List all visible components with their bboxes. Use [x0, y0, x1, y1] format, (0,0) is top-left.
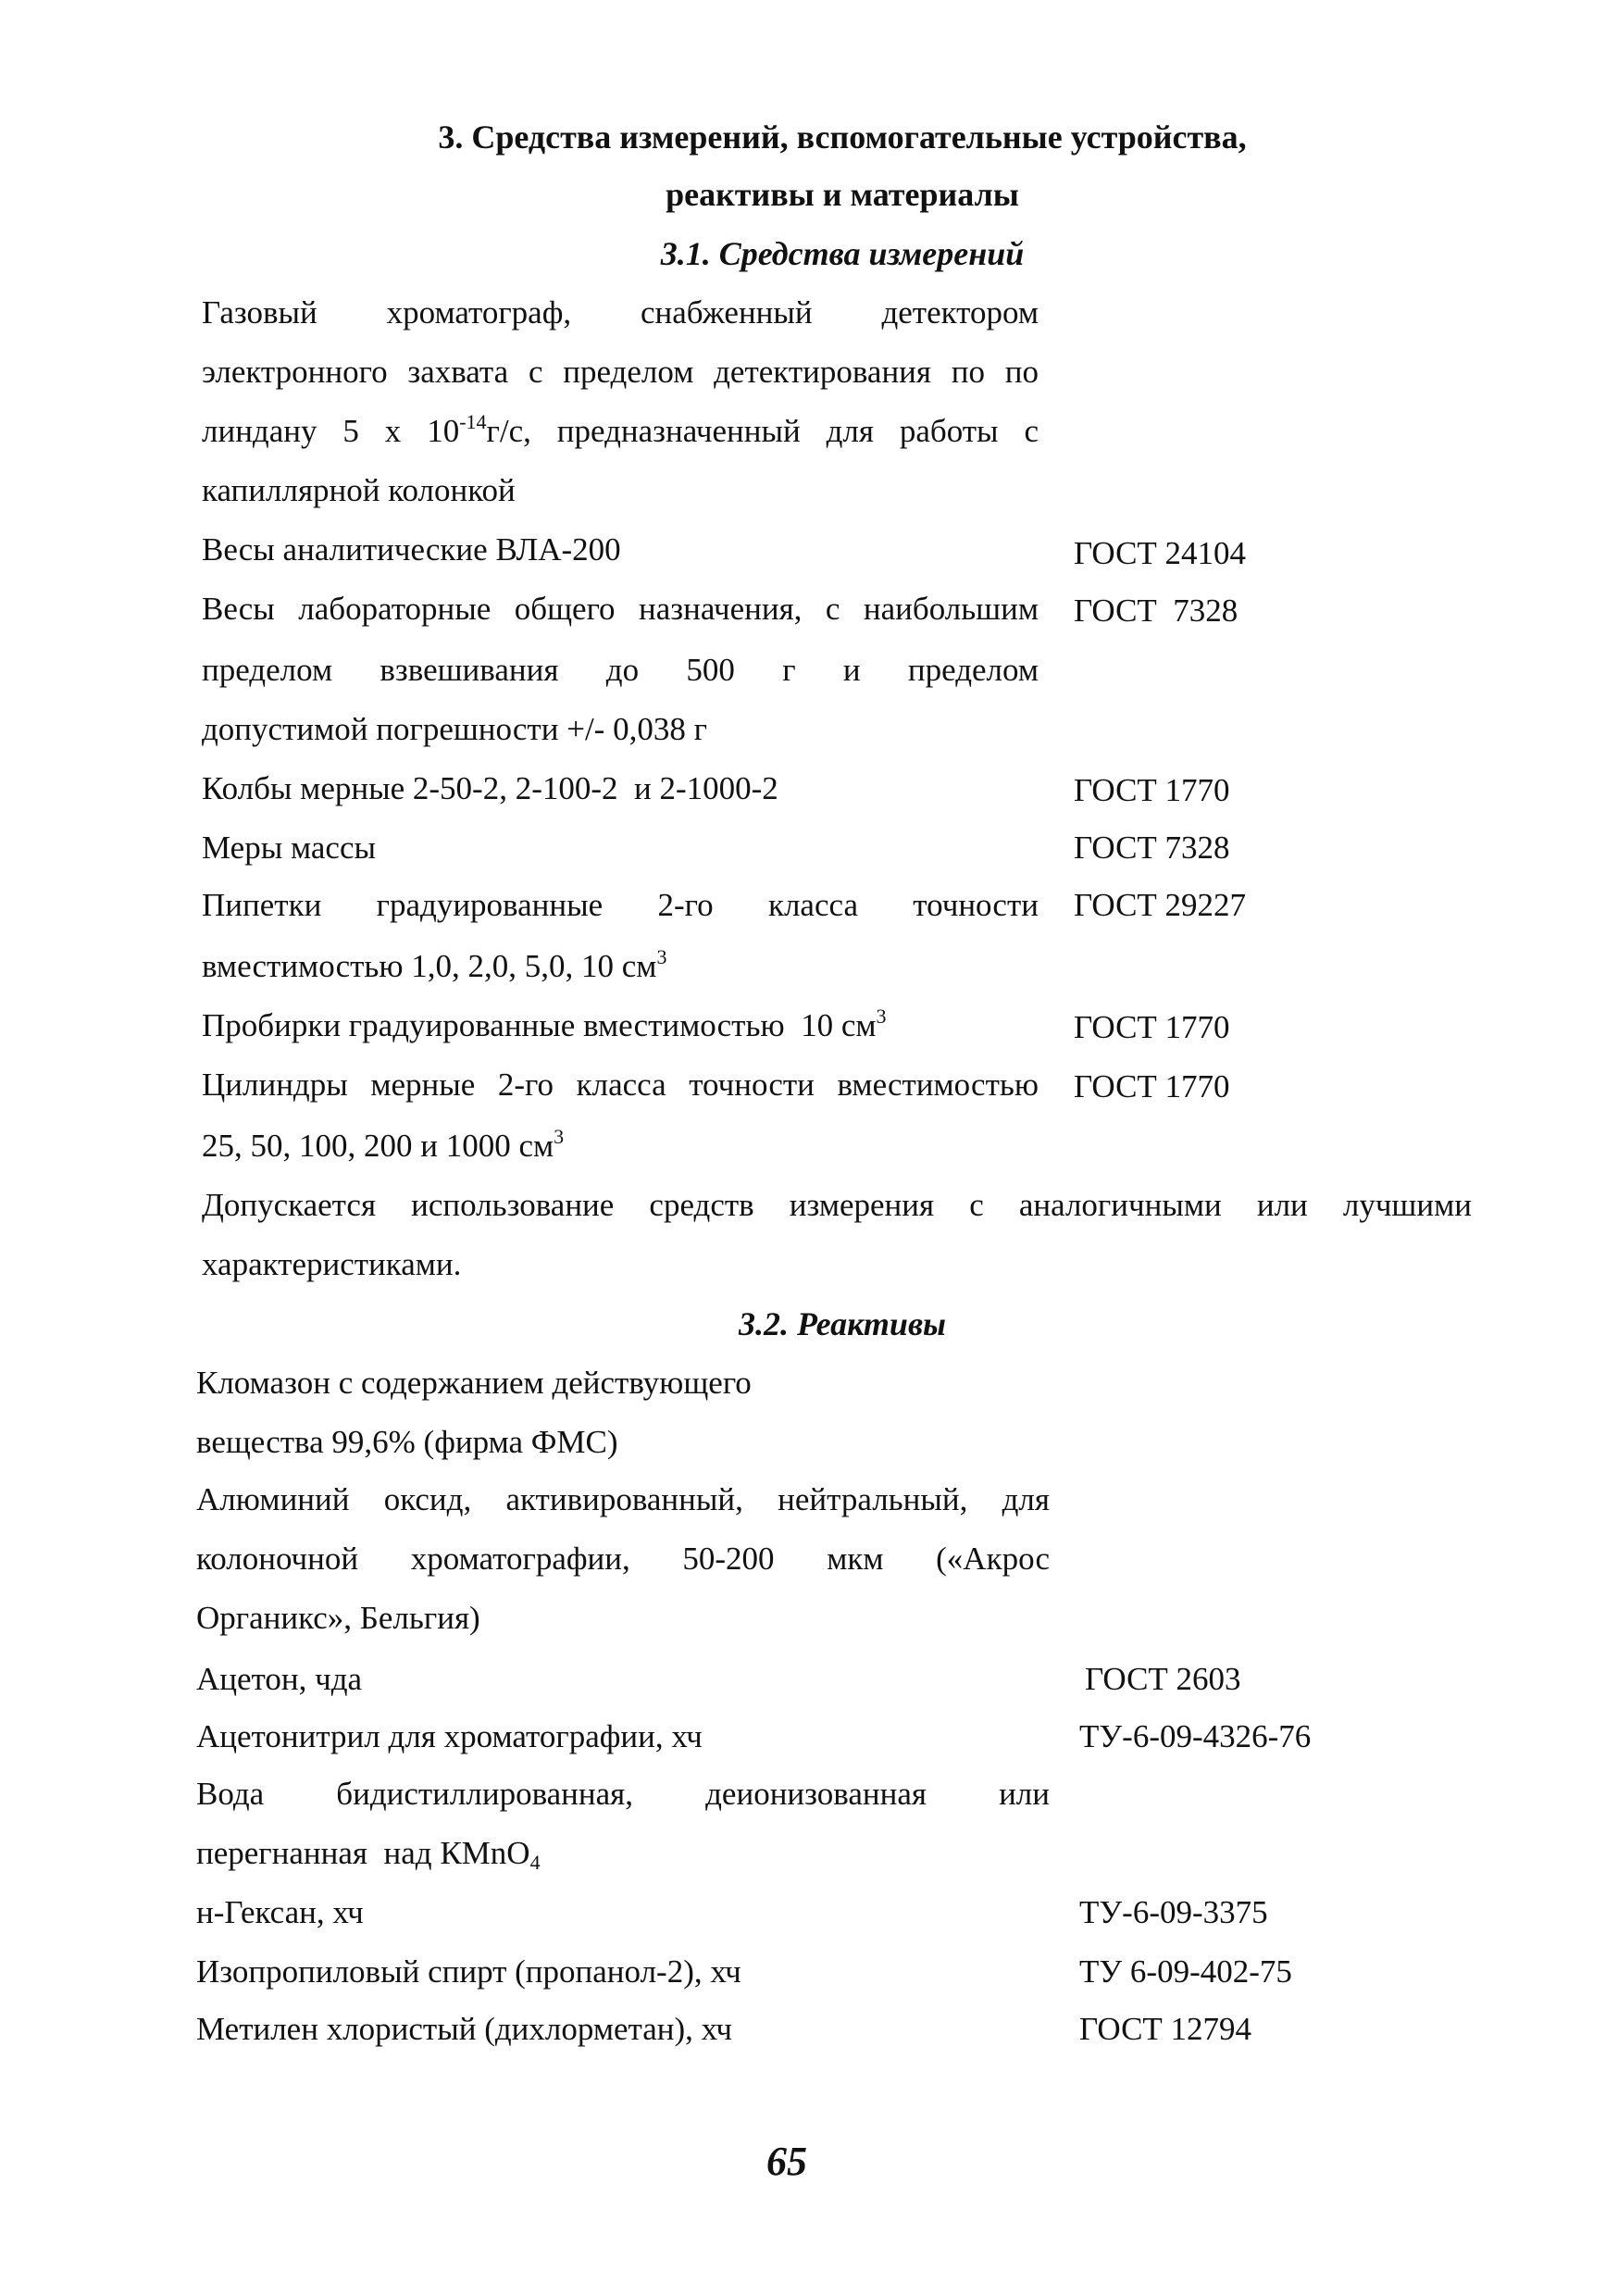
- cubic-exponent: 3: [554, 1125, 565, 1148]
- water-line-1: Вода бидистиллированная, деионизованная или: [196, 1776, 1050, 1812]
- chromatograph-line-3: [202, 411, 1039, 452]
- acetonitrile-text: Ацетонитрил для хроматографии, хч: [196, 1718, 703, 1754]
- alumina-line-1: Алюминий оксид, активированный, нейтральный, для: [196, 1481, 1050, 1517]
- subsection-title-measurements: 3.1. Средства измерений: [660, 235, 1025, 272]
- weights-text: Меры массы: [202, 830, 376, 866]
- scales-lab-line-2: пределом взвешивания до 500 г и пределом: [202, 652, 1039, 688]
- hexane-text: н-Гексан, хч: [196, 1894, 364, 1930]
- pipettes-line-2: [202, 946, 666, 987]
- chromatograph-line-3-prefix: линдану 5 х 10: [202, 413, 460, 449]
- cubic-exponent: 3: [656, 945, 667, 968]
- methylene-chloride-text: Метилен хлористый (дихлорметан), хч: [196, 2011, 733, 2047]
- cubic-exponent: 3: [876, 1004, 887, 1028]
- scales-lab-line-1: Весы лабораторные общего назначения, с наибольшим: [202, 591, 1039, 627]
- subsection-title-reagents: 3.2. Реактивы: [738, 1305, 947, 1342]
- weights-standard: ГОСТ 7328: [1074, 830, 1230, 866]
- chromatograph-line-3-suffix: г/с, предназначенный для работы с: [486, 413, 1039, 449]
- chromatograph-line-2: электронного захвата с пределом детектирования по по: [202, 354, 1039, 390]
- pipettes-standard: ГОСТ 29227: [1074, 887, 1247, 923]
- clomazone-line-1: Кломазон с содержанием действующего: [196, 1365, 752, 1401]
- pipettes-line-2-text: вместимостью 1,0, 2,0, 5,0, 10 см: [202, 948, 657, 984]
- allowed-note-line-1: Допускается использование средств измерения с аналогичными или лучшими: [202, 1187, 1472, 1223]
- clomazone-line-2: вещества 99,6% (фирма ФМС): [196, 1424, 618, 1460]
- acetonitrile-standard: ТУ-6-09-4326-76: [1079, 1718, 1312, 1754]
- cylinders-line-2: [202, 1126, 564, 1167]
- scales-analytical-text: Весы аналитические ВЛА-200: [202, 531, 621, 568]
- cylinders-standard: ГОСТ 1770: [1074, 1068, 1230, 1104]
- scales-lab-standard: ГОСТ 7328: [1074, 593, 1238, 629]
- alumina-line-2: колоночной хроматографии, 50-200 мкм («Акрос: [196, 1541, 1050, 1577]
- water-line-2-text: перегнанная над КMnO: [196, 1835, 530, 1871]
- water-line-2: [196, 1833, 541, 1874]
- hexane-standard: ТУ-6-09-3375: [1079, 1894, 1268, 1930]
- tubes-text: [202, 1005, 887, 1046]
- tubes-text-main: Пробирки градуированные вместимостью 10 см: [202, 1007, 877, 1043]
- alumina-line-3: Органикс», Бельгия): [196, 1600, 480, 1636]
- chromatograph-line-1: Газовый хроматограф, снабженный детектором: [202, 294, 1039, 331]
- acetone-text: Ацетон, чда: [196, 1661, 363, 1697]
- cylinders-line-1: Цилиндры мерные 2-го класса точности вместимостью: [202, 1067, 1039, 1103]
- subscript: 4: [529, 1851, 541, 1874]
- pipettes-line-1: Пипетки градуированные 2-го класса точности: [202, 887, 1039, 923]
- section-title: 3. Средства измерений, вспомогательные устройства,: [438, 119, 1247, 156]
- flasks-text: Колбы мерные 2-50-2, 2-100-2 и 2-1000-2: [202, 770, 778, 806]
- exponent: -14: [459, 410, 487, 433]
- scales-lab-line-3: допустимой погрешности +/- 0,038 г: [202, 711, 707, 747]
- methylene-chloride-standard: ГОСТ 12794: [1079, 2011, 1252, 2047]
- allowed-note-line-2: характеристиками.: [202, 1246, 462, 1282]
- page-number: 65: [766, 2139, 807, 2184]
- chromatograph-line-4: капиллярной колонкой: [202, 472, 516, 508]
- acetone-standard: ГОСТ 2603: [1085, 1661, 1241, 1697]
- isopropanol-text: Изопропиловый спирт (пропанол-2), хч: [196, 1953, 741, 1990]
- isopropanol-standard: ТУ 6-09-402-75: [1079, 1953, 1292, 1990]
- tubes-standard: ГОСТ 1770: [1074, 1009, 1230, 1045]
- flasks-standard: ГОСТ 1770: [1074, 772, 1230, 808]
- scales-analytical-standard: ГОСТ 24104: [1074, 535, 1247, 571]
- cylinders-line-2-text: 25, 50, 100, 200 и 1000 см: [202, 1128, 554, 1164]
- section-title-continued: реактивы и материалы: [666, 176, 1019, 213]
